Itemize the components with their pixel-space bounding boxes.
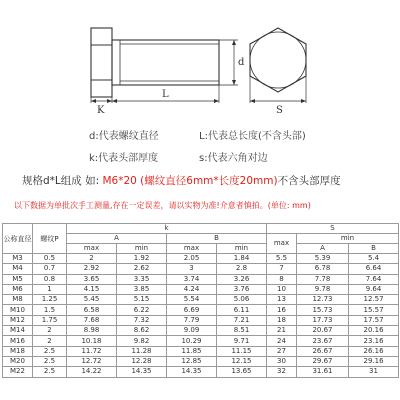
table-cell: 12.72 [67,356,117,366]
table-cell: 0.5 [33,254,67,264]
spec-format-line [22,173,392,188]
table-cell: 14.35 [167,367,217,377]
table-cell: 12.28 [117,356,167,366]
bolt-head-side [91,28,112,97]
header-s-min-b: B [349,244,399,254]
header-spec: 公称直径 [3,224,33,254]
table-cell: 5.4 [349,254,399,264]
legend-d: d:代表螺纹直径 [89,131,159,142]
dim-label-d: d [238,57,245,68]
table-cell: 5.45 [67,295,117,305]
table-cell: 2 [67,254,117,264]
table-cell: 32 [267,367,297,377]
table-cell: M14 [3,326,33,336]
table-cell: 0.8 [33,274,67,284]
table-cell: 6.22 [117,305,167,315]
table-cell: 15.73 [297,305,349,315]
table-cell: 2.8 [217,264,267,274]
table-cell: 9.78 [297,284,349,294]
table-cell: 2.5 [33,367,67,377]
table-cell: 31.61 [297,367,349,377]
table-row [3,284,399,294]
table-cell: 16 [267,305,297,315]
legend-s: s:代表六角对边 [199,153,268,164]
table-cell: M10 [3,305,33,315]
table-cell: 11.15 [217,346,267,356]
bolt-dimension-diagram [0,0,400,118]
header-s-max: max [267,234,297,254]
table-cell: 6.58 [67,305,117,315]
table-cell: 13 [267,295,297,305]
table-cell: 9.71 [217,336,267,346]
dim-label-l: L [162,89,169,100]
table-cell: M16 [3,336,33,346]
table-cell: 14.22 [67,367,117,377]
table-cell: 27 [267,346,297,356]
header-s-min: min [297,234,399,244]
table-cell: M5 [3,274,33,284]
table-cell: 23.67 [297,336,349,346]
table-row [3,264,399,274]
table-cell: 2.05 [167,254,217,264]
table-cell: 6.64 [349,264,399,274]
table-cell: 3 [167,264,217,274]
table-cell: 3.76 [217,284,267,294]
table-cell: 8.98 [67,326,117,336]
table-cell: 6.11 [217,305,267,315]
table-cell: 3.65 [67,274,117,284]
header-s: S [267,224,399,234]
table-cell: 1.92 [117,254,167,264]
table-cell: 3.35 [117,274,167,284]
table-cell: 17.57 [349,315,399,325]
table-cell: 6.69 [167,305,217,315]
table-cell: 5.39 [297,254,349,264]
table-cell: 10 [267,284,297,294]
table-cell: 30 [267,356,297,366]
table-cell: 7 [267,264,297,274]
table-cell: M8 [3,295,33,305]
table-cell: 26.16 [349,346,399,356]
table-row [3,305,399,315]
spec-prefix: 规格d*L组成 如: [22,175,103,187]
table-cell: 15.57 [349,305,399,315]
header-k: k [67,224,267,234]
table-cell: 12.15 [217,356,267,366]
table-row [3,295,399,305]
table-cell: 3.74 [167,274,217,284]
table-cell: 2 [33,336,67,346]
table-row [3,367,399,377]
table-cell: 9.09 [167,326,217,336]
table-row [3,346,399,356]
table-cell: 23.16 [349,336,399,346]
table-cell: M20 [3,356,33,366]
table-cell: 24 [267,336,297,346]
table-cell: 5.54 [167,295,217,305]
table-cell: M3 [3,254,33,264]
table-cell: 9.64 [349,284,399,294]
table-cell: 4.24 [167,284,217,294]
table-cell: 17.73 [297,315,349,325]
table-cell: M18 [3,346,33,356]
dim-label-k: K [97,105,105,116]
table-cell: 6.78 [297,264,349,274]
table-cell: 8 [267,274,297,284]
table-cell: 12.85 [167,356,217,366]
table-cell: M12 [3,315,33,325]
table-cell: 31 [349,367,399,377]
table-cell: 4.15 [67,284,117,294]
table-cell: 1.25 [33,295,67,305]
header-k-a-max: max [67,244,117,254]
header-k-b-max: max [167,244,217,254]
table-cell: 0.7 [33,264,67,274]
table-row [3,336,399,346]
table-cell: 20.16 [349,326,399,336]
table-cell: 7.78 [297,274,349,284]
table-cell: 7.64 [349,274,399,284]
hex-head-end-view [250,28,306,92]
table-cell: 11.28 [117,346,167,356]
table-cell: 2.5 [33,346,67,356]
legend-k: k:代表头部厚度 [89,153,159,164]
legend-l: L:代表总长度(不含头部) [199,131,306,142]
table-cell: 13.65 [217,367,267,377]
table-cell: M6 [3,284,33,294]
table-cell: M4 [3,264,33,274]
table-cell: 21 [267,326,297,336]
table-cell: 20.67 [297,326,349,336]
table-cell: 11.85 [167,346,217,356]
spec-suffix: 不含头部厚度 [277,175,341,187]
header-k-b: B [167,234,267,244]
table-row [3,356,399,366]
table-cell: 3.26 [217,274,267,284]
table-cell: 8.62 [117,326,167,336]
spec-example: M6*20 (螺纹直径6mm*长度20mm) [102,175,278,187]
table-cell: 5.5 [267,254,297,264]
table-row [3,315,399,325]
header-k-b-min: min [217,244,267,254]
table-cell: 14.35 [117,367,167,377]
dim-label-s: S [276,105,283,116]
header-s-min-a: A [297,244,349,254]
hex-chamfer-circle [250,32,306,88]
table-cell: 10.29 [167,336,217,346]
table-cell: 2.5 [33,356,67,366]
table-cell: 11.72 [67,346,117,356]
bolt-shank [112,40,219,85]
table-cell: 1.5 [33,305,67,315]
table-cell: 26.67 [297,346,349,356]
table-cell: 1.75 [33,315,67,325]
table-cell: 29.67 [297,356,349,366]
table-row [3,254,399,264]
table-cell: 2.92 [67,264,117,274]
table-cell: 9.82 [117,336,167,346]
table-cell: 29.16 [349,356,399,366]
table-cell: 2.62 [117,264,167,274]
table-cell: 3.85 [117,284,167,294]
table-cell: 1.84 [217,254,267,264]
table-cell: 18 [267,315,297,325]
bolt-size-table [2,223,399,378]
table-cell: 7.32 [117,315,167,325]
table-cell: 7.79 [167,315,217,325]
table-cell: M22 [3,367,33,377]
table-cell: 10.18 [67,336,117,346]
table-cell: 5.15 [117,295,167,305]
table-cell: 2 [33,326,67,336]
header-pitch: 螺纹P [33,224,67,254]
table-row [3,326,399,336]
table-cell: 12.57 [349,295,399,305]
header-k-a-min: min [117,244,167,254]
table-cell: 12.73 [297,295,349,305]
table-cell: 7.68 [67,315,117,325]
table-row [3,274,399,284]
table-cell: 7.21 [217,315,267,325]
header-k-a: A [67,234,167,244]
measurement-disclaimer: 以下数据为单批次手工测量,存在一定误差，请以实物为准!介意者慎拍。(单位: mm) [14,201,311,210]
table-cell: 1 [33,284,67,294]
table-cell: 5.06 [217,295,267,305]
table-cell: 8.51 [217,326,267,336]
